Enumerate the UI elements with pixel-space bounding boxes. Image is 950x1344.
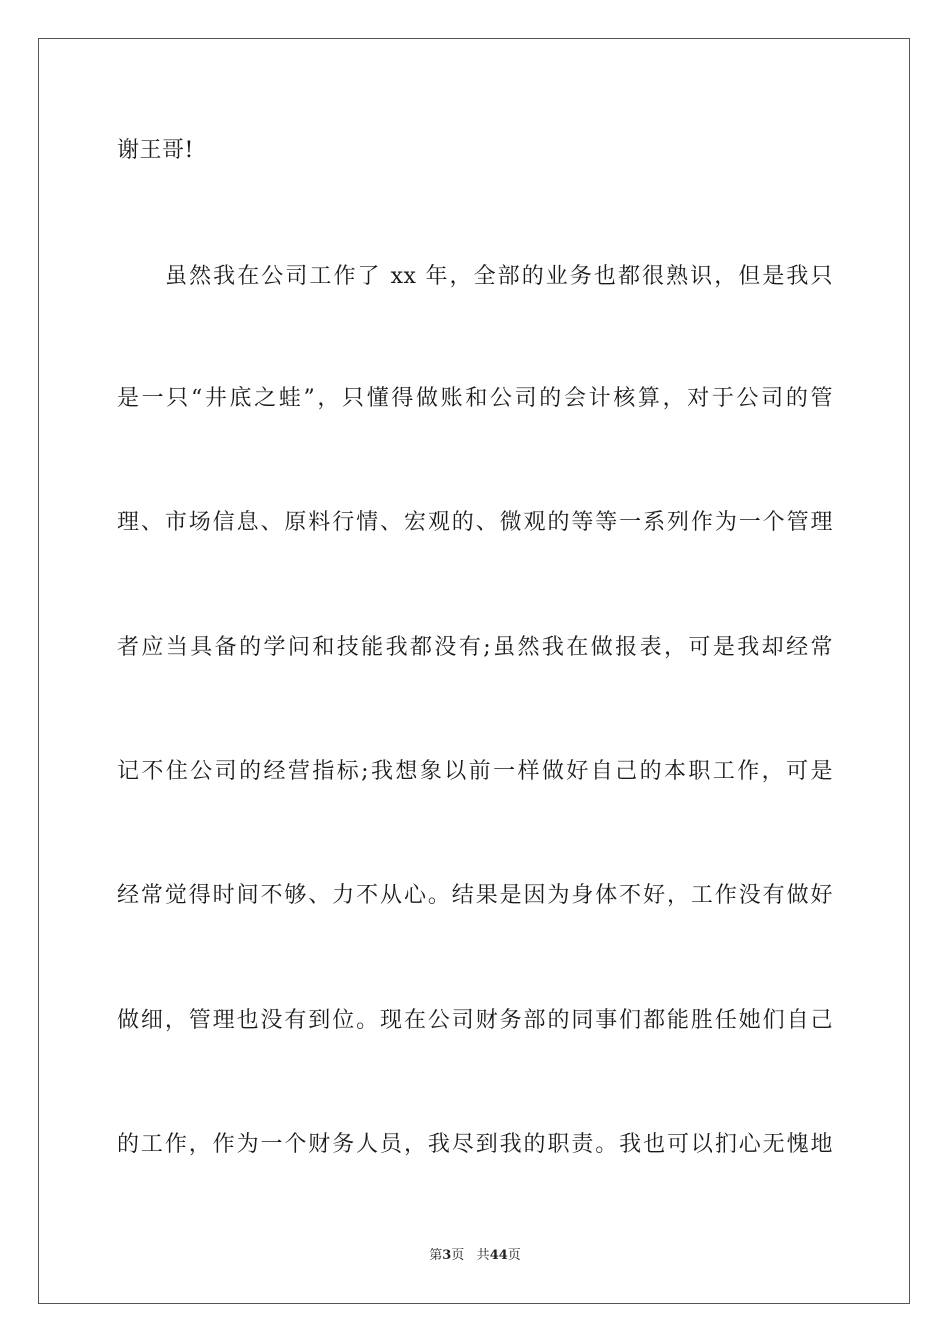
page-footer bbox=[0, 1247, 950, 1265]
text-line-7: 经常觉得时间不够、力不从心。结果是因为身体不好，工作没有做好 bbox=[117, 883, 833, 908]
page-number: 3 bbox=[442, 1248, 452, 1263]
page-suffix: 页 bbox=[451, 1248, 465, 1263]
text-line-1: 谢王哥! bbox=[117, 138, 194, 163]
total-pages: 44 bbox=[489, 1248, 508, 1263]
text-line-4: 理、市场信息、原料行情、宏观的、微观的等等一系列作为一个管理 bbox=[117, 510, 833, 535]
text-line-3: 是一只“井底之蛙”，只懂得做账和公司的会计核算，对于公司的管 bbox=[117, 386, 833, 411]
total-suffix: 页 bbox=[507, 1248, 521, 1263]
text-line-8: 做细，管理也没有到位。现在公司财务部的同事们都能胜任她们自己 bbox=[117, 1008, 833, 1033]
page-prefix: 第 bbox=[429, 1248, 443, 1263]
text-line-5: 者应当具备的学问和技能我都没有;虽然我在做报表，可是我却经常 bbox=[117, 635, 833, 660]
text-line-6: 记不住公司的经营指标;我想象以前一样做好自己的本职工作，可是 bbox=[117, 759, 833, 784]
total-prefix: 共 bbox=[476, 1248, 490, 1263]
page-border bbox=[38, 38, 910, 1304]
text-line-9: 的工作，作为一个财务人员，我尽到我的职责。我也可以扪心无愧地 bbox=[117, 1132, 833, 1157]
text-line-2: 虽然我在公司工作了 xx 年，全部的业务也都很熟识，但是我只 bbox=[165, 264, 833, 289]
